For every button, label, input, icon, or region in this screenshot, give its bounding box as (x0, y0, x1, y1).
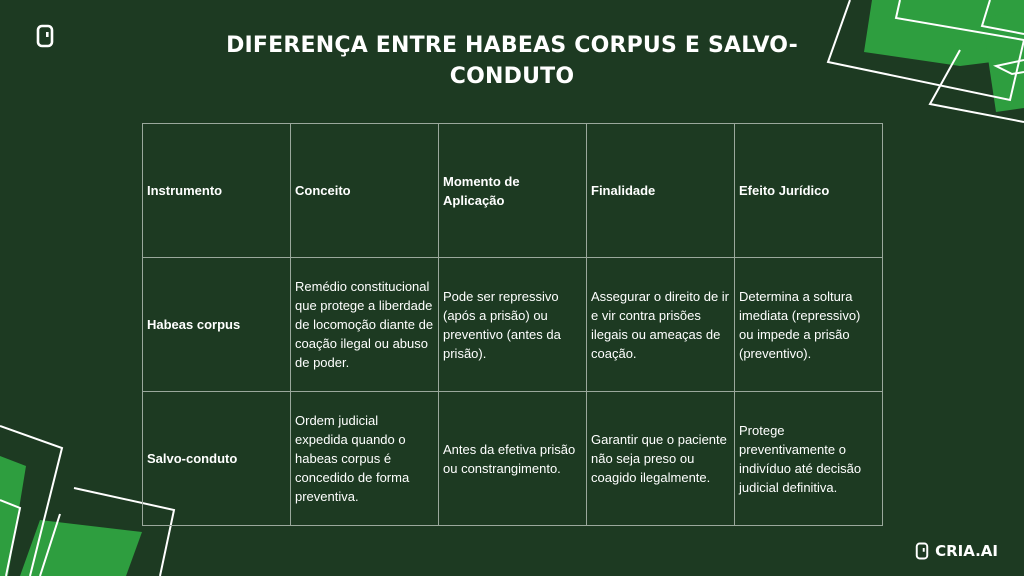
table-row (143, 392, 883, 526)
row-moment: Pode ser repressivo (após a prisão) ou preventivo (antes da prisão). (439, 258, 587, 392)
header-effect: Efeito Jurídico (735, 124, 883, 258)
header-purpose: Finalidade (587, 124, 735, 258)
row-effect: Protege preventivamente o indivíduo até decisão judicial definitiva. (735, 392, 883, 526)
header-concept: Conceito (291, 124, 439, 258)
header-instrument: Instrumento (143, 124, 291, 258)
row-instrument: Salvo-conduto (143, 392, 291, 526)
table-row (143, 258, 883, 392)
comparison-table (142, 123, 883, 526)
header-moment: Momento de Aplicação (439, 124, 587, 258)
cria-logo-icon (915, 542, 929, 560)
row-moment: Antes da efetiva prisão ou constrangimento. (439, 392, 587, 526)
brand-name: CRIA.AI (935, 542, 998, 560)
brand-footer (915, 542, 998, 560)
cria-logo-icon (36, 24, 54, 48)
table-header-row (143, 124, 883, 258)
row-purpose: Assegurar o direito de ir e vir contra prisões ilegais ou ameaças de coação. (587, 258, 735, 392)
row-concept: Remédio constitucional que protege a liberdade de locomoção diante de coação ilegal ou abuso de poder. (291, 258, 439, 392)
row-purpose: Garantir que o paciente não seja preso ou coagido ilegalmente. (587, 392, 735, 526)
row-instrument: Habeas corpus (143, 258, 291, 392)
row-concept: Ordem judicial expedida quando o habeas corpus é concedido de forma preventiva. (291, 392, 439, 526)
page-title: DIFERENÇA ENTRE HABEAS CORPUS E SALVO-CONDUTO (226, 33, 798, 89)
row-effect: Determina a soltura imediata (repressivo) ou impede a prisão (preventivo). (735, 258, 883, 392)
top-right-decoration (828, 0, 1024, 122)
